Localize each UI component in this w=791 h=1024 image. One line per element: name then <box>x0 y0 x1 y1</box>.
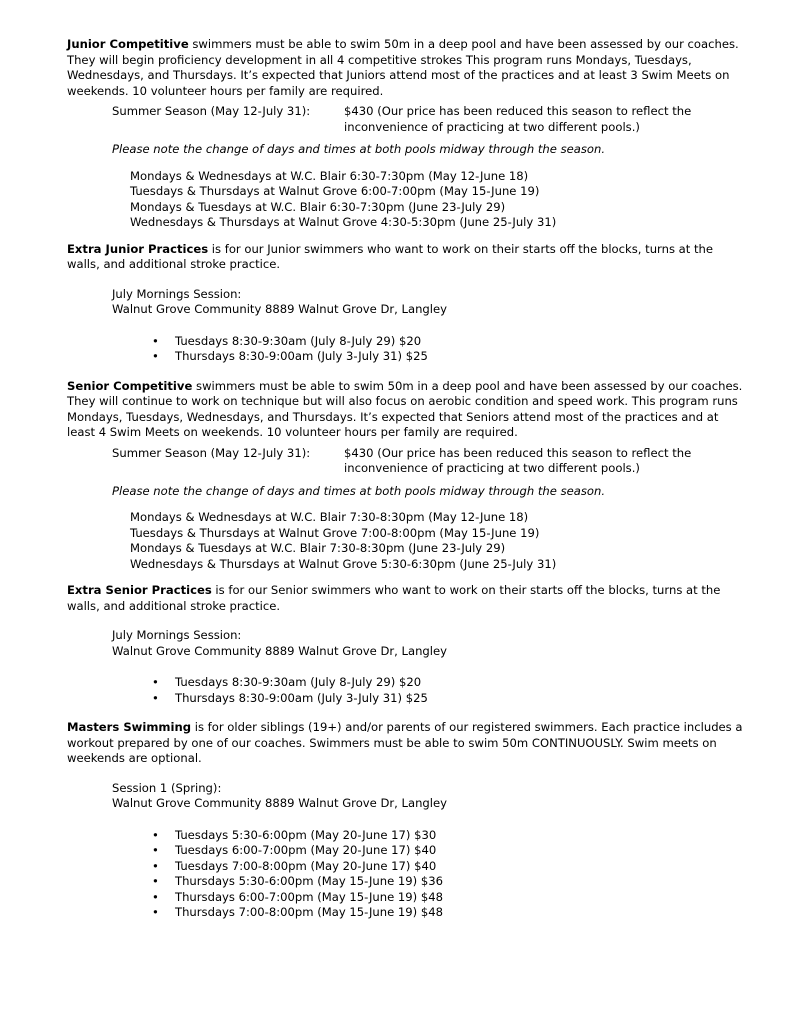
session-title: Session 1 (Spring): <box>112 780 222 795</box>
extra-junior-list <box>67 334 747 365</box>
extra-senior-list <box>67 675 747 706</box>
schedule-line: Wednesdays & Thursdays at Walnut Grove 4:30-5:30pm (June 25-July 31) <box>130 215 557 229</box>
list-item: • Tuesdays 5:30-6:00pm (May 20-June 17) $30 <box>67 828 747 844</box>
senior-season-label: Summer Season (May 12-July 31): <box>112 445 311 460</box>
extra-senior-session <box>112 628 747 659</box>
extra-junior-paragraph <box>67 242 747 273</box>
junior-competitive-paragraph <box>67 37 747 99</box>
junior-season-row <box>112 104 747 135</box>
list-item: • Tuesdays 8:30-9:30am (July 8-July 29) $20 <box>67 334 747 350</box>
list-item: • Thursdays 8:30-9:00am (July 3-July 31) $25 <box>67 349 747 365</box>
list-item: • Thursdays 5:30-6:00pm (May 15-June 19) $36 <box>67 874 747 890</box>
session-title: July Mornings Session: <box>112 286 242 301</box>
schedule-line: Wednesdays & Thursdays at Walnut Grove 5:30-6:30pm (June 25-July 31) <box>130 556 557 571</box>
masters-session <box>112 781 747 812</box>
junior-competitive-text: swimmers must be able to swim 50m in a deep pool and have been assessed by our coaches. They will begin proficiency development in all 4 competitive strokes This program runs Mondays, Tuesdays, Wednesdays, and Thursdays. It’s expected that Juniors attend most of the practices and at least 3 Swim Meets on weekends. 10 volunteer hours per family are required. <box>67 37 739 98</box>
junior-competitive-heading: Junior Competitive <box>67 37 189 51</box>
list-item: • Thursdays 8:30-9:00am (July 3-July 31) $25 <box>67 691 747 707</box>
senior-schedule-note: Please note the change of days and times at both pools midway through the season. <box>112 483 606 498</box>
session-location: Walnut Grove Community 8889 Walnut Grove Dr, Langley <box>112 302 448 316</box>
junior-season-label: Summer Season (May 12-July 31): <box>112 104 311 118</box>
schedule-line: Tuesdays & Thursdays at Walnut Grove 7:00-8:00pm (May 15-June 19) <box>130 525 540 540</box>
schedule-line: Mondays & Wednesdays at W.C. Blair 6:30-7:30pm (May 12-June 18) <box>130 168 529 183</box>
junior-schedule-note: Please note the change of days and times at both pools midway through the season. <box>112 142 606 156</box>
senior-schedule <box>130 510 747 572</box>
masters-list <box>67 828 747 921</box>
session-location: Walnut Grove Community 8889 Walnut Grove Dr, Langley <box>112 796 448 810</box>
list-item: • Thursdays 7:00-8:00pm (May 15-June 19) $48 <box>67 905 747 921</box>
extra-junior-text: is for our Junior swimmers who want to work on their starts off the blocks, turns at the walls, and additional stroke practice. <box>67 241 714 271</box>
senior-competitive-heading: Senior Competitive <box>67 378 193 393</box>
schedule-line: Mondays & Wednesdays at W.C. Blair 7:30-8:30pm (May 12-June 18) <box>130 510 529 524</box>
extra-junior-session <box>112 287 747 318</box>
extra-senior-heading: Extra Senior Practices <box>67 583 212 597</box>
list-item: • Tuesdays 8:30-9:30am (July 8-July 29) $20 <box>67 675 747 691</box>
senior-season-price: $430 (Our price has been reduced this season to reflect the inconvenience of practicing at two different pools.) <box>344 445 692 475</box>
document-page <box>67 37 747 935</box>
session-title: July Mornings Session: <box>112 628 242 642</box>
senior-competitive-text: swimmers must be able to swim 50m in a deep pool and have been assessed by our coaches. They will continue to work on technique but will also focus on aerobic condition and speed work. This program runs Mondays, Tuesdays, Wednesdays, and Thursdays. It’s expected that Seniors attend most of the practices and at least 4 Swim Meets on weekends. 10 volunteer hours per family are required. <box>67 378 743 439</box>
junior-season-price: $430 (Our price has been reduced this season to reflect the inconvenience of practicing at two different pools.) <box>344 104 692 134</box>
extra-senior-text: is for our Senior swimmers who want to work on their starts off the blocks, turns at the walls, and additional stroke practice. <box>67 583 721 613</box>
masters-paragraph <box>67 720 747 767</box>
masters-text: is for older siblings (19+) and/or parents of our registered swimmers. Each practice includes a workout prepared by one of our coaches. Swimmers must be able to swim 50m CONTINUOUSLY. Swim meets on weekends are optional. <box>67 720 743 765</box>
senior-season-row <box>112 446 747 477</box>
masters-heading: Masters Swimming <box>67 720 192 734</box>
list-item: • Tuesdays 7:00-8:00pm (May 20-June 17) $40 <box>67 859 747 875</box>
senior-competitive-paragraph <box>67 379 747 441</box>
schedule-line: Mondays & Tuesdays at W.C. Blair 7:30-8:30pm (June 23-July 29) <box>130 541 506 555</box>
list-item: • Thursdays 6:00-7:00pm (May 15-June 19) $48 <box>67 890 747 906</box>
schedule-line: Tuesdays & Thursdays at Walnut Grove 6:00-7:00pm (May 15-June 19) <box>130 184 540 198</box>
session-location: Walnut Grove Community 8889 Walnut Grove Dr, Langley <box>112 643 448 658</box>
extra-senior-paragraph <box>67 583 747 614</box>
list-item: • Tuesdays 6:00-7:00pm (May 20-June 17) $40 <box>67 843 747 859</box>
junior-schedule <box>130 169 747 231</box>
extra-junior-heading: Extra Junior Practices <box>67 241 209 256</box>
schedule-line: Mondays & Tuesdays at W.C. Blair 6:30-7:30pm (June 23-July 29) <box>130 199 506 214</box>
